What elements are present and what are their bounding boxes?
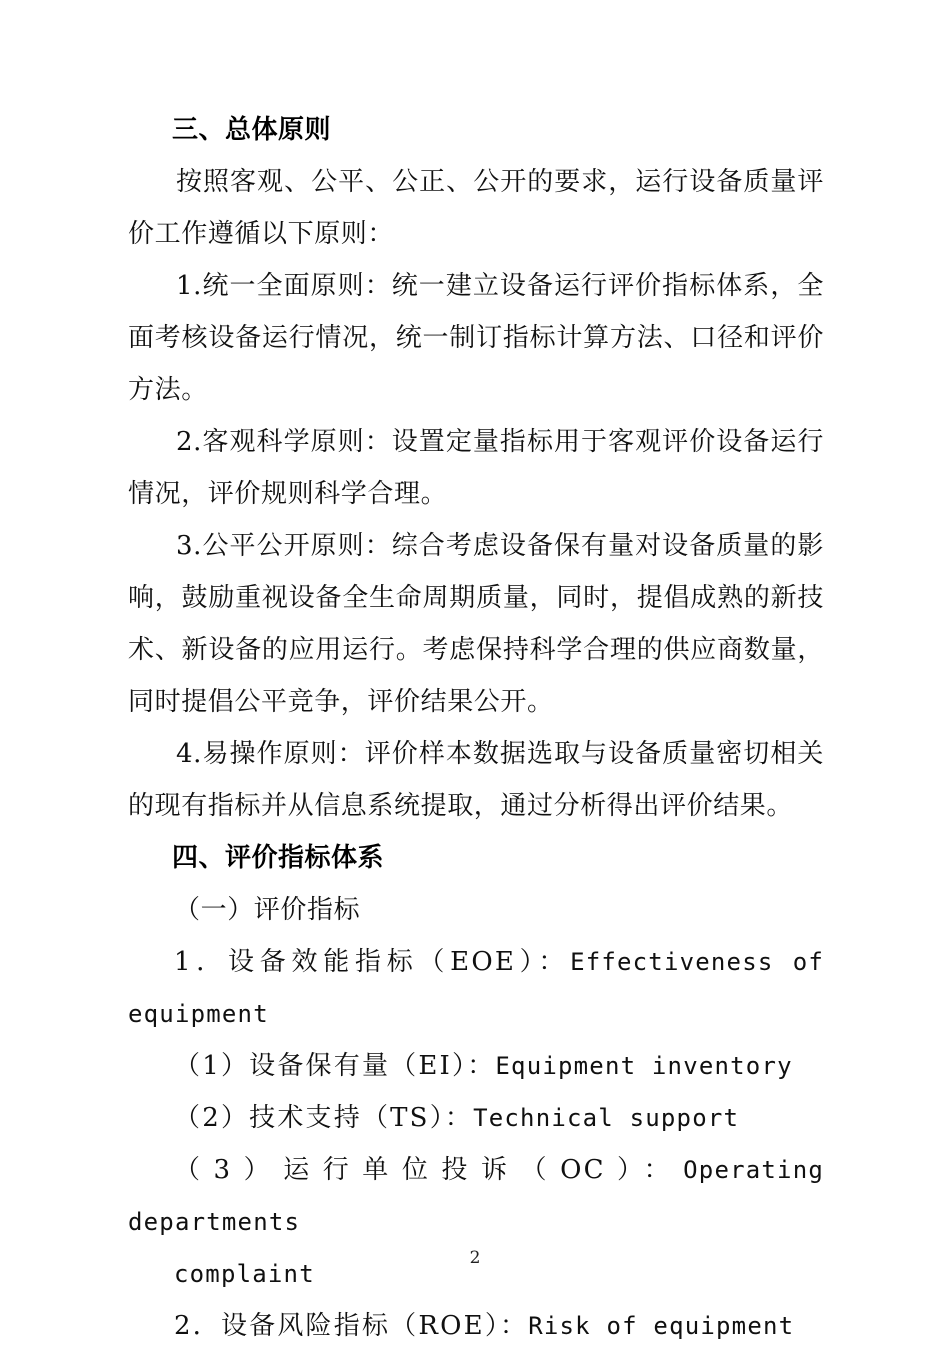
list-item-oc	[128, 1144, 824, 1248]
heading-section-4: 四、评价指标体系	[172, 843, 385, 873]
list-item-eoe	[128, 936, 824, 1040]
page-number: 2	[469, 1248, 481, 1268]
paragraph-principle-4: 4.易操作原则：评价样本数据选取与设备质量密切相关的现有指标并从信息系统提取，通过分析得出评价结果。	[128, 739, 824, 821]
list-item-roe-cn: 设备风险指标（ROE）：	[220, 1311, 529, 1341]
list-item-oc-continuation-text: complaint	[174, 1260, 315, 1288]
list-item-ei-en: Equipment inventory	[495, 1052, 793, 1080]
list-item-ei-cn: （1）设备保有量（EI）：	[174, 1051, 496, 1081]
paragraph-principle-1: 1.统一全面原则：统一建立设备运行评价指标体系，全面考核设备运行情况，统一制订指标计算方法、口径和评价方法。	[128, 271, 824, 405]
list-item-ts-cn: （2）技术支持（TS）：	[174, 1103, 474, 1133]
list-item-oc-cn: （3）运行单位投诉（OC）：	[174, 1155, 684, 1185]
paragraph-intro: 按照客观、公平、公正、公开的要求，运行设备质量评价工作遵循以下原则：	[128, 167, 824, 249]
list-item-ts	[128, 1092, 824, 1144]
list-item-roe-number: 2．	[174, 1311, 221, 1341]
subheading-evaluation-indicators: （一）评价指标	[174, 895, 361, 925]
list-item-ei	[128, 1040, 824, 1092]
list-item-roe	[128, 1300, 824, 1352]
list-item-ts-en: Technical support	[473, 1104, 740, 1132]
heading-section-3: 三、总体原则	[172, 115, 332, 145]
list-item-roe-en: Risk of equipment	[528, 1312, 795, 1340]
paragraph-principle-2: 2.客观科学原则：设置定量指标用于客观评价设备运行情况，评价规则科学合理。	[128, 427, 824, 509]
list-item-eoe-cn: 设备效能指标（EOE）：	[228, 947, 571, 977]
list-item-eoe-en: Effectiveness of equipment	[128, 948, 824, 1028]
paragraph-principle-3: 3.公平公开原则：综合考虑设备保有量对设备质量的影响，鼓励重视设备全生命周期质量，同时，提倡成熟的新技术、新设备的应用运行。考虑保持科学合理的供应商数量，同时提倡公平竞争，评价结果公开。	[128, 531, 824, 717]
list-item-eoe-number: 1．	[174, 947, 229, 977]
list-item-oc-en: Operating departments	[128, 1156, 824, 1236]
page-content	[128, 104, 824, 1352]
